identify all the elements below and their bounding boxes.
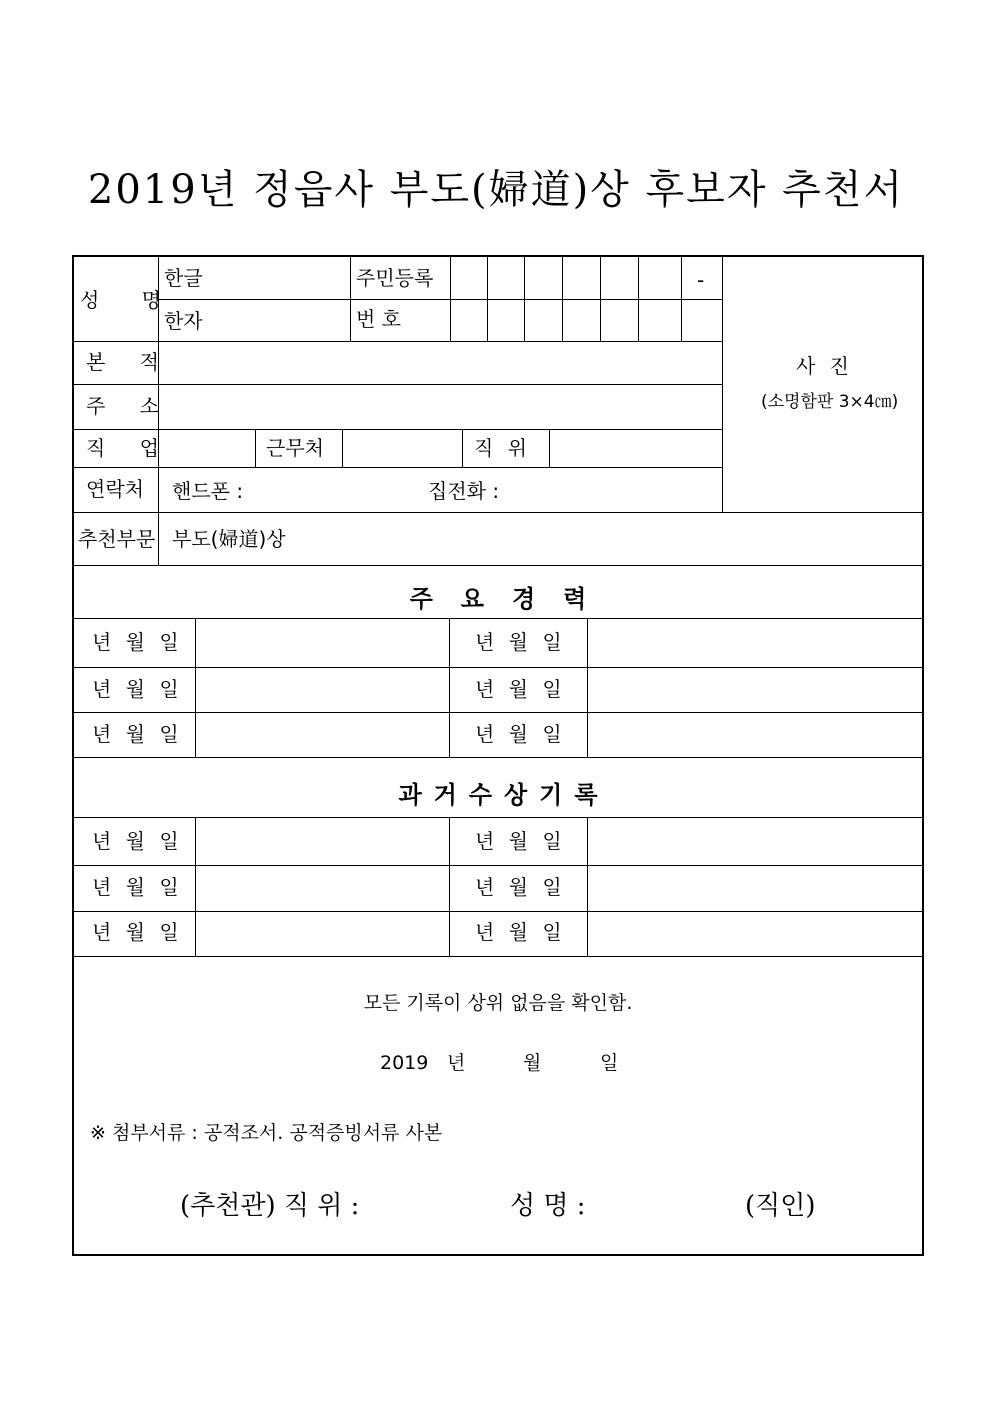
divider [195, 618, 196, 758]
career-date-label: 년 월 일 [92, 677, 183, 701]
hanja-label: 한자 [164, 309, 203, 333]
divider [73, 565, 923, 566]
footer-date-year-unit: 년 [447, 1052, 466, 1074]
resident-number-label-line1: 주민등록 [356, 266, 434, 290]
mobile-label: 핸드폰 : [172, 479, 244, 503]
contact-label: 연락처 [86, 477, 144, 501]
award-date-label: 년 월 일 [475, 829, 566, 853]
position-label: 직 위 [474, 436, 531, 460]
divider [524, 256, 525, 342]
divider [549, 429, 550, 468]
awards-heading: 과거수상기록 [398, 781, 610, 809]
divider [73, 911, 923, 912]
workplace-label: 근무처 [266, 436, 324, 460]
divider [73, 512, 923, 513]
divider [195, 817, 196, 957]
home-phone-label: 집전화 : [428, 479, 500, 503]
category-value: 부도(婦道)상 [172, 527, 286, 551]
job-label: 직 업 [86, 436, 173, 460]
divider [73, 757, 923, 758]
divider [73, 341, 722, 342]
award-date-label: 년 월 일 [475, 875, 566, 899]
divider [681, 256, 682, 342]
award-date-label: 년 월 일 [92, 829, 183, 853]
official-seal-label: (직인) [745, 1191, 816, 1221]
category-label: 추천부문 [78, 527, 156, 551]
divider [487, 256, 488, 342]
divider [587, 817, 588, 957]
divider [722, 256, 723, 513]
divider [342, 429, 343, 468]
divider [600, 256, 601, 342]
divider [73, 429, 722, 430]
divider [73, 712, 923, 713]
recommender-position-label: (추천관) 직 위 : [180, 1191, 360, 1221]
career-date-label: 년 월 일 [475, 677, 566, 701]
award-date-label: 년 월 일 [92, 875, 183, 899]
divider [73, 817, 923, 818]
resident-number-label-line2: 번 호 [356, 307, 401, 331]
divider [73, 618, 923, 619]
divider [562, 256, 563, 342]
divider [73, 467, 722, 468]
footer-date-year: 2019 [380, 1052, 429, 1074]
career-date-label: 년 월 일 [92, 630, 183, 654]
divider [158, 299, 450, 300]
recommender-name-label: 성 명 : [510, 1191, 586, 1221]
divider [73, 865, 923, 866]
document-title: 2019년 정읍사 부도(婦道)상 후보자 추천서 [87, 167, 905, 213]
divider [255, 429, 256, 468]
photo-size-note: (소명함판 3×4㎝) [761, 392, 899, 412]
award-date-label: 년 월 일 [92, 920, 183, 944]
divider [449, 817, 450, 957]
award-date-label: 년 월 일 [475, 920, 566, 944]
divider [450, 256, 451, 342]
career-date-label: 년 월 일 [92, 722, 183, 746]
address-label: 주 소 [86, 394, 173, 418]
divider [462, 429, 463, 468]
divider [638, 256, 639, 342]
divider [587, 618, 588, 758]
career-date-label: 년 월 일 [475, 630, 566, 654]
divider [350, 256, 351, 342]
confirmation-statement: 모든 기록이 상위 없음을 확인함. [363, 992, 633, 1014]
career-date-label: 년 월 일 [475, 722, 566, 746]
divider [73, 384, 722, 385]
attachment-note: ※ 첨부서류 : 공적조서. 공적증빙서류 사본 [90, 1122, 443, 1144]
divider [73, 956, 923, 957]
footer-date-month-unit: 월 [523, 1052, 542, 1074]
career-heading: 주요경력 [409, 585, 615, 613]
footer-date-day-unit: 일 [600, 1052, 619, 1074]
origin-label: 본 적 [86, 350, 173, 374]
hangul-label: 한글 [164, 266, 203, 290]
divider [73, 667, 923, 668]
name-label: 성 명 [80, 288, 179, 312]
photo-label: 사 진 [796, 354, 853, 378]
divider [449, 618, 450, 758]
resident-number-dash: - [697, 268, 705, 292]
